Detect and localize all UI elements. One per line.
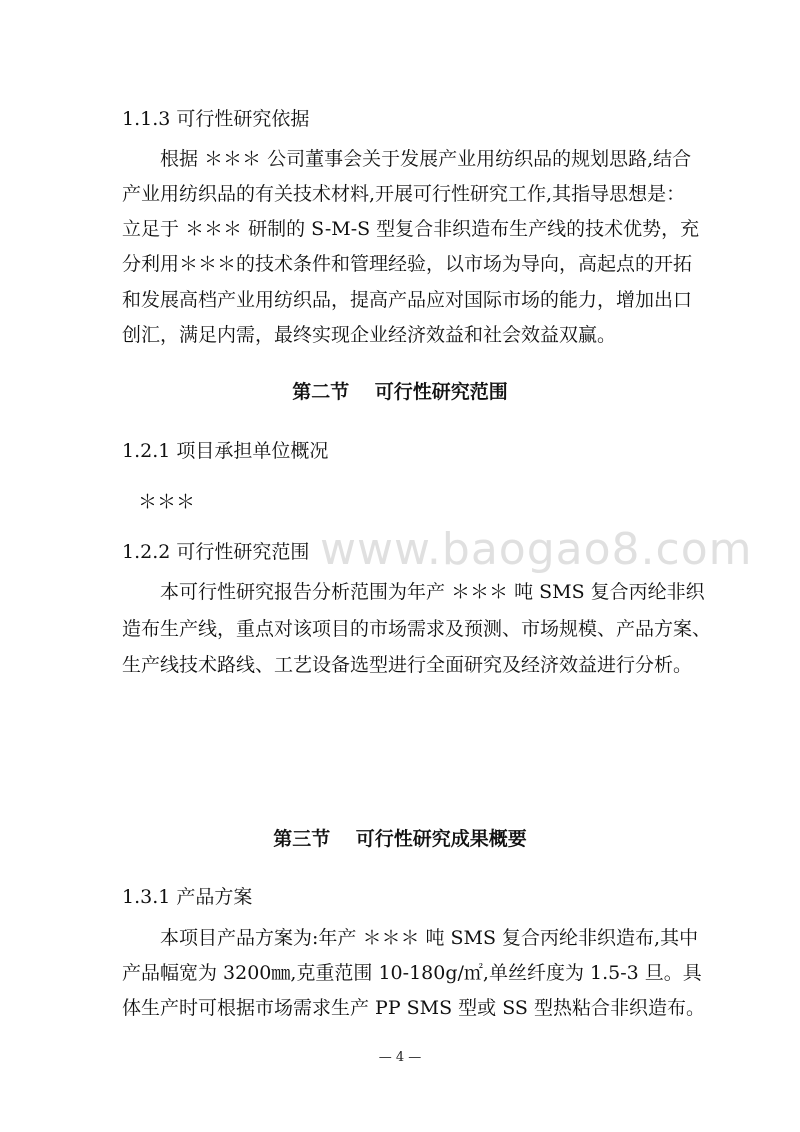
paragraph-line: 本可行性研究报告分析范围为年产 ＊＊＊ 吨 SMS 复合丙纶非织 xyxy=(160,581,705,603)
paragraph-line: 产品幅宽为 3200㎜,克重范围 10-180g/㎡,单丝纤度为 1.5-3 旦。具 xyxy=(122,962,702,984)
section-heading-1-1-3: 1.1.3 可行性研究依据 xyxy=(122,108,310,130)
paragraph-line: 根据 ＊＊＊ 公司董事会关于发展产业用纺织品的规划思路,结合 xyxy=(160,148,692,170)
paragraph-line: 造布生产线，重点对该项目的市场需求及预测、市场规模、产品方案、 xyxy=(122,618,712,640)
paragraph-line: 分利用＊＊＊的技术条件和管理经验，以市场为导向，高起点的开拓 xyxy=(122,253,693,275)
paragraph-line: 产业用纺织品的有关技术材料,开展可行性研究工作,其指导思想是： xyxy=(122,183,686,205)
paragraph-line: 本项目产品方案为:年产 ＊＊＊ 吨 SMS 复合丙纶非织造布,其中 xyxy=(160,927,699,949)
paragraph-line: 和发展高档产业用纺织品，提高产品应对国际市场的能力，增加出口 xyxy=(122,289,693,311)
section-heading-1-3-1: 1.3.1 产品方案 xyxy=(122,886,253,908)
section-heading-1-2-1: 1.2.1 项目承担单位概况 xyxy=(122,440,329,462)
section-heading-1-2-2: 1.2.2 可行性研究范围 xyxy=(122,541,310,563)
watermark: www.baogao8.com xyxy=(320,524,753,575)
placeholder-stars: ＊＊＊ xyxy=(138,491,196,513)
paragraph-line: 体生产时可根据市场需求生产 PP SMS 型或 SS 型热粘合非织造布。 xyxy=(122,997,705,1019)
page-number: — 4 — xyxy=(378,1050,422,1065)
section-title-2: 第二节 可行性研究范围 xyxy=(292,381,508,403)
paragraph-line: 创汇，满足内需，最终实现企业经济效益和社会效益双赢。 xyxy=(122,324,617,346)
section-title-3: 第三节 可行性研究成果概要 xyxy=(273,828,527,850)
paragraph-line: 生产线技术路线、工艺设备选型进行全面研究及经济效益进行分析。 xyxy=(122,654,693,676)
paragraph-line: 立足于 ＊＊＊ 研制的 S-M-S 型复合非织造布生产线的技术优势，充 xyxy=(122,218,700,240)
